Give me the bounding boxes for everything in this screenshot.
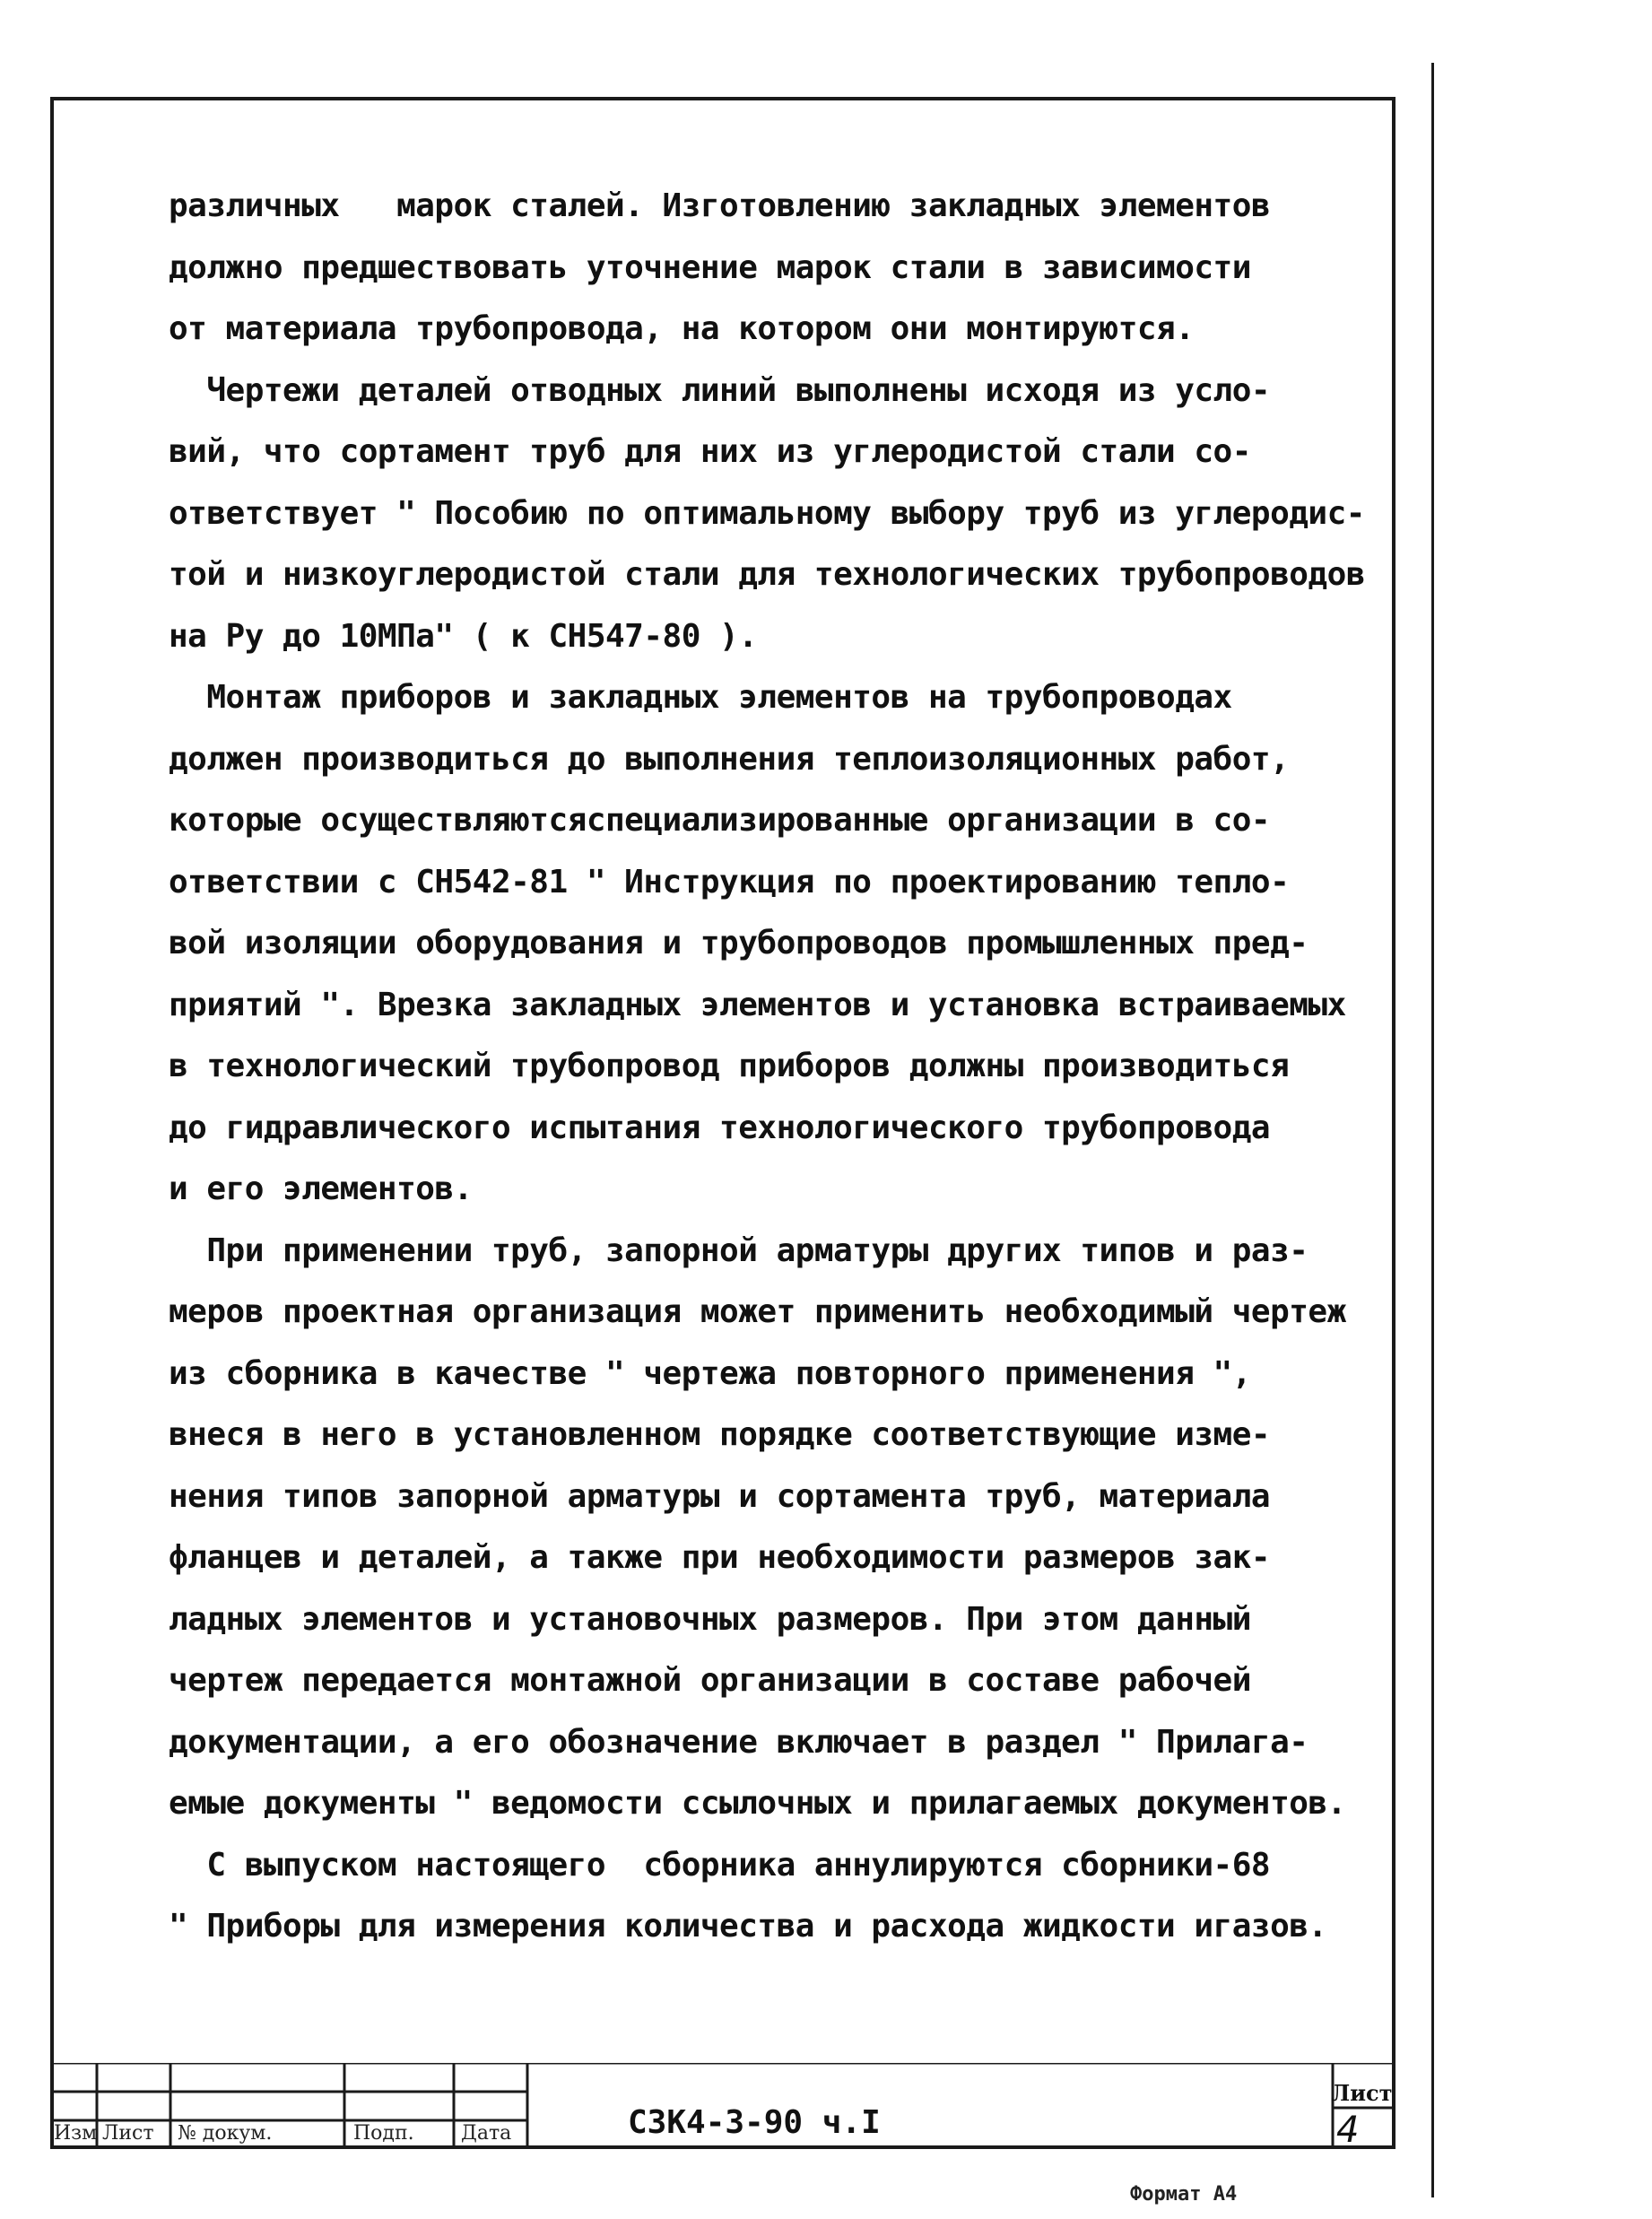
text-line: должен производиться до выполнения теплоизоляционных работ, bbox=[169, 740, 1290, 778]
stamp-col-date: Дата bbox=[461, 2122, 512, 2145]
text-line: документации, а его обозначение включает в раздел " Прилага- bbox=[169, 1723, 1309, 1761]
text-line: в технологический трубопровод приборов должны производиться bbox=[169, 1048, 1290, 1084]
paragraph bbox=[169, 1835, 1370, 1958]
text-line: ответствии с СН542-81 " Инструкция по проектированию тепло- bbox=[169, 863, 1290, 901]
text-line: той и низкоуглеродистой стали для технологических трубопроводов bbox=[169, 556, 1365, 593]
paragraph bbox=[169, 1221, 1370, 1835]
text-line: от материала трубопровода, на котором они монтируются. bbox=[169, 310, 1195, 347]
text-line: чертеж передается монтажной организации в составе рабочей bbox=[169, 1662, 1251, 1699]
text-line: должно предшествовать уточнение марок стали в зависимости bbox=[169, 248, 1251, 286]
sheet-label: Лист bbox=[1331, 2080, 1393, 2106]
text-line: на Ру до 10МПа" ( к СН547-80 ). bbox=[169, 617, 758, 655]
text-line: различных марок сталей. Изготовлению закладных элементов bbox=[169, 187, 1271, 224]
text-line: Чертежи деталей отводных линий выполнены исходя из усло- bbox=[169, 371, 1271, 409]
stamp-col-signature: Подп. bbox=[353, 2122, 414, 2145]
text-line: из сборника в качестве " чертежа повторного применения ", bbox=[169, 1354, 1251, 1392]
text-line: фланцев и деталей, а также при необходимости размеров зак- bbox=[169, 1539, 1271, 1576]
page-edge-rule bbox=[1431, 63, 1434, 2197]
text-line: нения типов запорной арматуры и сортамента труб, материала bbox=[169, 1477, 1271, 1515]
document-code: СЗК4-3-90 ч.I bbox=[628, 2104, 881, 2141]
stamp-col-doc-number: № докум. bbox=[178, 2122, 273, 2145]
text-line: внеся в него в установленном порядке соответствующие изме- bbox=[169, 1416, 1271, 1453]
text-line: Монтаж приборов и закладных элементов на трубопроводах bbox=[169, 679, 1232, 716]
text-line: " Приборы для измерения количества и расхода жидкости игазов. bbox=[169, 1908, 1327, 1945]
text-line: до гидравлического испытания технологического трубопровода bbox=[169, 1109, 1271, 1146]
text-line: меров проектная организация может применить необходимый чертеж bbox=[169, 1293, 1346, 1330]
text-line: ладных элементов и установочных размеров. При этом данный bbox=[169, 1600, 1251, 1638]
text-line: При применении труб, запорной арматуры других типов и раз- bbox=[169, 1231, 1309, 1269]
paragraph bbox=[169, 176, 1370, 361]
paragraph bbox=[169, 667, 1370, 1221]
text-line: вий, что сортамент труб для них из углеродистой стали со- bbox=[169, 433, 1251, 470]
sheet-number: 4 bbox=[1336, 2110, 1360, 2151]
text-line: и его элементов. bbox=[169, 1170, 473, 1207]
text-line: которые осуществляютсяспециализированные организации в со- bbox=[169, 802, 1271, 839]
stamp-col-sheet: Лист bbox=[102, 2122, 154, 2145]
text-line: приятий ". Врезка закладных элементов и установка встраиваемых bbox=[169, 986, 1346, 1023]
text-line: С выпуском настоящего сборника аннулируются сборники-68 bbox=[169, 1846, 1271, 1884]
text-line: вой изоляции оборудования и трубопроводов промышленных пред- bbox=[169, 925, 1309, 962]
document-body bbox=[169, 176, 1370, 1958]
text-line: ответствует " Пособию по оптимальному выбору труб из углеродис- bbox=[169, 494, 1365, 532]
format-label: Формат А4 bbox=[1130, 2183, 1238, 2206]
stamp-col-change: Изм bbox=[54, 2122, 98, 2145]
text-line: емые документы " ведомости ссылочных и прилагаемых документов. bbox=[169, 1785, 1346, 1822]
paragraph bbox=[169, 361, 1370, 668]
